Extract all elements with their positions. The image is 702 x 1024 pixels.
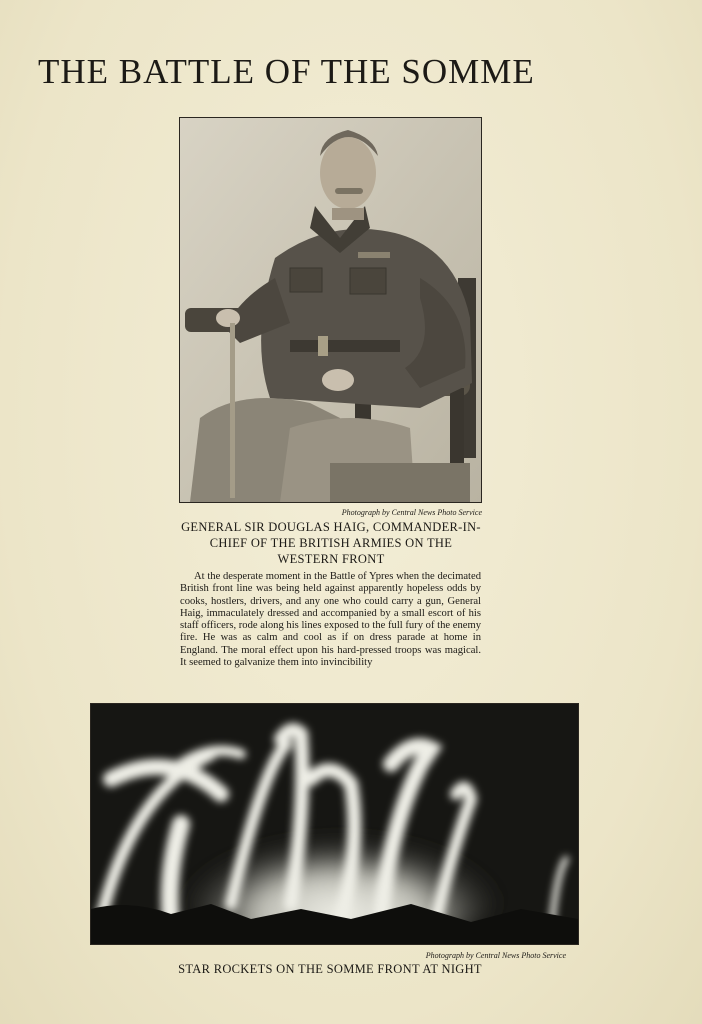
rockets-photo bbox=[90, 703, 579, 945]
portrait-body-text: At the desperate moment in the Battle of Ypres when the decimated British front line was being held against apparently hopeless odds by cooks, hostlers, drivers, and any one who could carry a gun, General Haig, immaculately dressed and accompanied by a small escort of his staff officers, rode along his lines exposed to the full fury of the enemy fire. He was as calm and cool as if on dress parade at home in England. The moral effect upon his hard-pressed troops was magical. It seemed to galvanize them into invincibility bbox=[180, 571, 481, 669]
portrait-credit: Photograph by Central News Photo Service bbox=[341, 508, 482, 517]
portrait-caption: GENERAL SIR DOUGLAS HAIG, COMMANDER-IN-CHIEF OF THE BRITISH ARMIES ON THE WESTERN FRONT bbox=[181, 520, 481, 566]
page-title: THE BATTLE OF THE SOMME bbox=[38, 52, 535, 91]
rockets-credit: Photograph by Central News Photo Service bbox=[425, 951, 566, 960]
rockets-caption: STAR ROCKETS ON THE SOMME FRONT AT NIGHT bbox=[178, 962, 482, 976]
portrait-photo bbox=[179, 117, 482, 503]
